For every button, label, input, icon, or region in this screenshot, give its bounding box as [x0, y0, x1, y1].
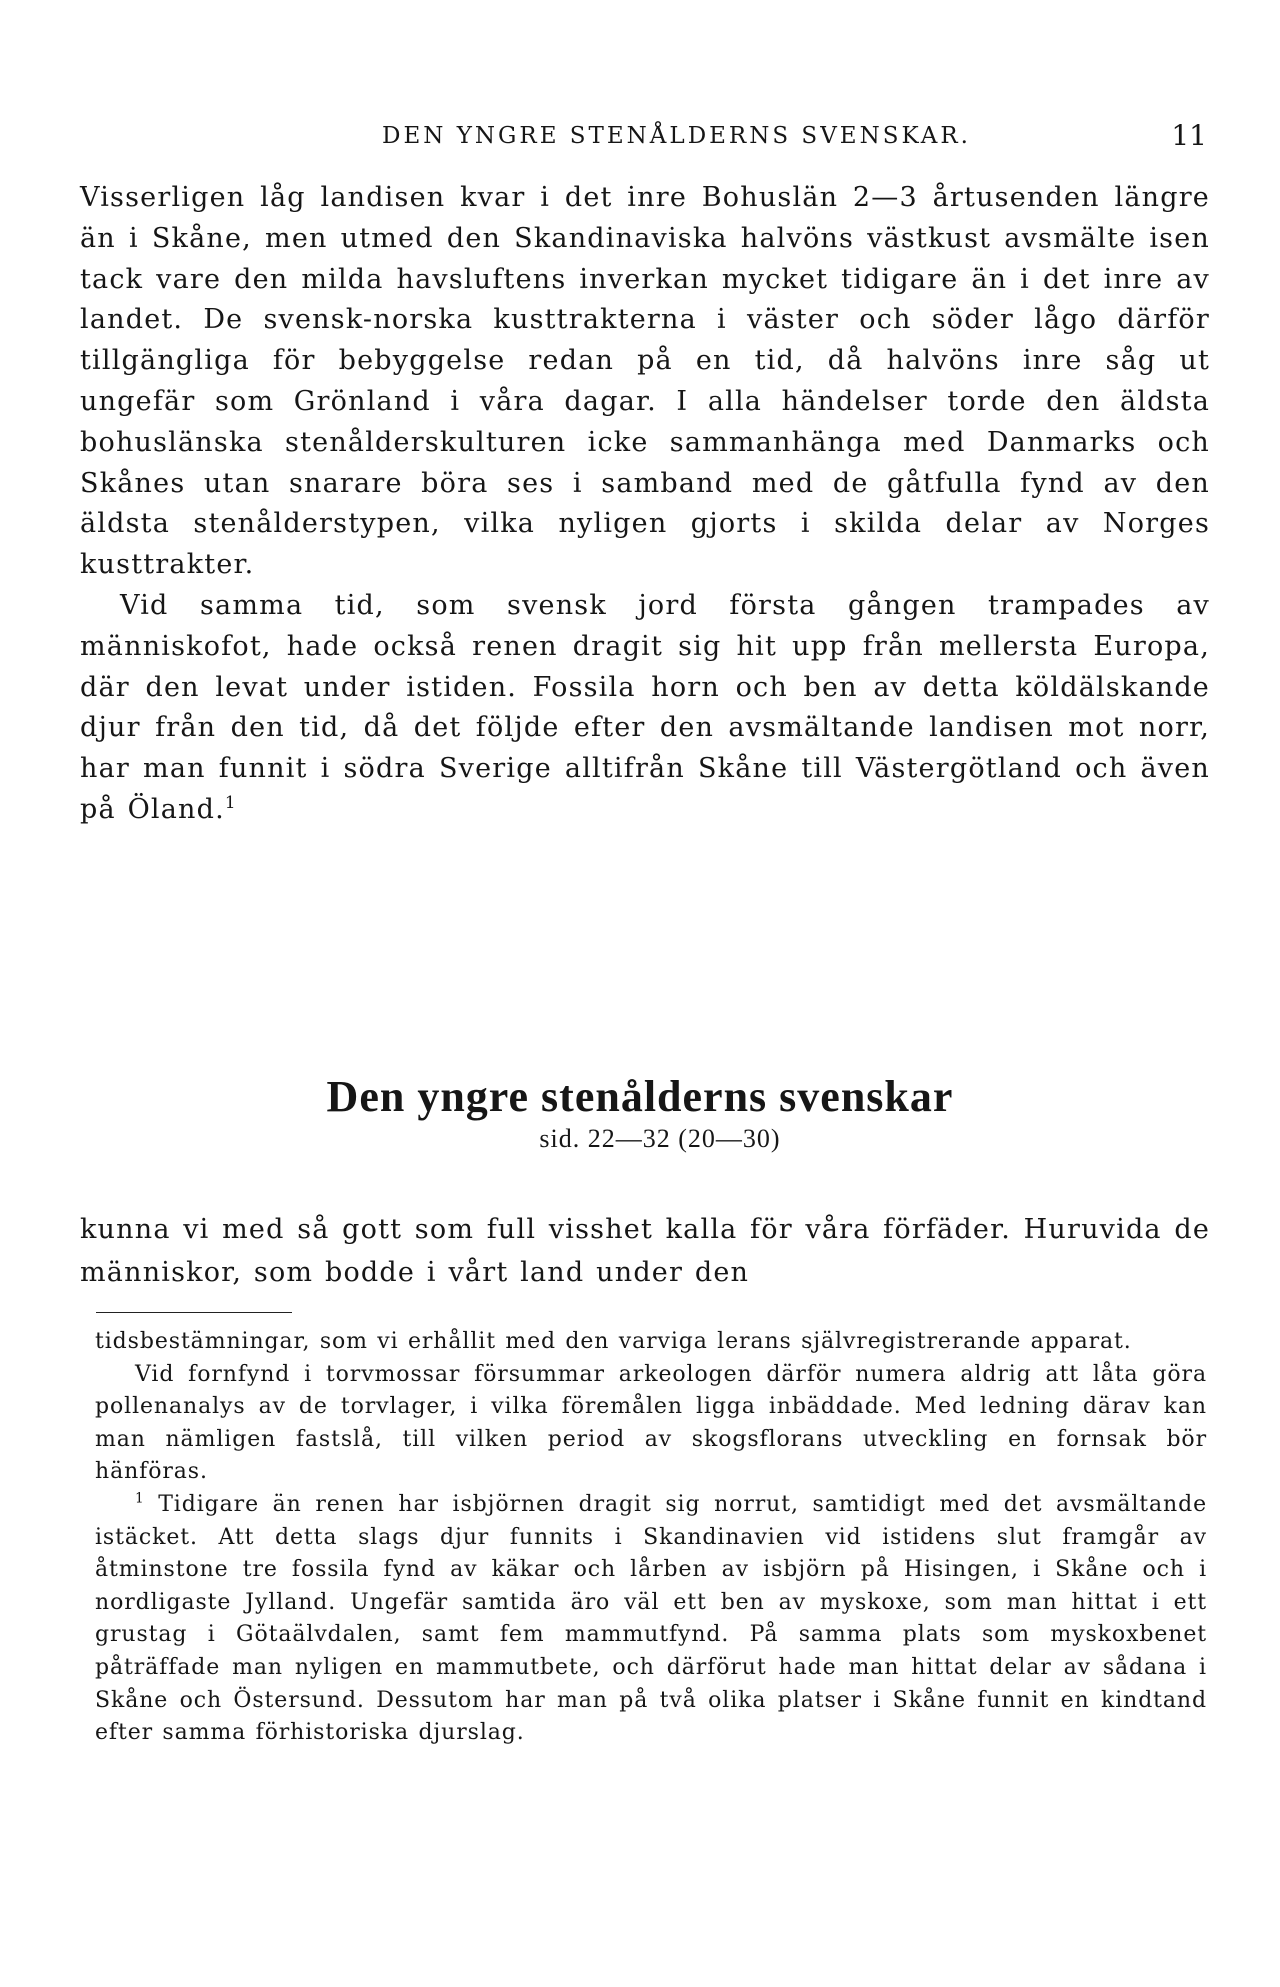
section-stamp [200, 1072, 1080, 1156]
footnote-reference: 1 [224, 791, 237, 812]
page-number: 11 [1171, 119, 1207, 152]
main-text-upper [80, 178, 1210, 831]
footnote-1 [95, 1489, 1207, 1750]
paragraph-continuation: kunna vi med så gott som full visshet kalla för våra förfäder. Huruvida de människor, som bodde i vårt land under den [80, 1214, 1210, 1288]
paragraph-renen-text: Vid samma tid, som svensk jord första gången trampades av människofot, hade också renen dragit sig hit upp från mellersta Europa, där den levat under istiden. Fossila horn och ben av detta köldälskande djur från den tid, då det följde efter den avsmältande landisen mot norr, har man funnit i södra Sverige alltifrån Skåne till Västergötland och även på Öland. [80, 589, 1210, 825]
paragraph-landisen: Visserligen låg landisen kvar i det inre Bohuslän 2—3 årtusenden längre än i Skåne, men utmed den Skandinaviska halvöns västkust avsmälte isen tack vare den milda havsluftens inverkan mycket tidigare än i det inre av landet. De svensk-norska kusttrakterna i väster och söder lågo därför tillgängliga för bebyggelse redan på en tid, då halvöns inre såg ut ungefär som Grönland i våra dagar. I alla händelser torde den äldsta bohuslänska stenålderskulturen icke sammanhänga med Danmarks och Skånes utan snarare böra ses i samband med de gåtfulla fynd av den äldsta stenålderstypen, vilka nyligen gjorts i skilda delar av Norges kusttrakter. [80, 182, 1210, 581]
main-text-lower [80, 1208, 1210, 1294]
running-header [122, 116, 1207, 156]
footnote-1-marker: 1 [135, 1490, 145, 1507]
footnote-continued: tidsbestämningar, som vi erhållit med den varviga lerans självregistrerande apparat. [95, 1329, 1132, 1354]
footnote-1-text: Tidigare än renen har isbjörnen dragit sig norrut, samtidigt med det avsmältande istäcket. Att detta slags djur funnits i Skandinavien vid istidens slut framgår av åtminstone tre fossila fynd av käkar och lårben av isbjörn på Hisingen, i Skåne och i nordligaste Jylland. Ungefär samtida äro väl ett ben av myskoxe, som man hittat i ett grustag i Götaälvdalen, samt fem mammutfynd. På samma plats som myskoxbenet påträffade man nyligen en mammutbete, och därförut hade man hittat delar av sådana i Skåne och Östersund. Dessutom har man på två olika platser i Skåne funnit en kindtand efter samma förhistoriska djurslag. [95, 1491, 1207, 1746]
footnote-pollen: Vid fornfynd i torvmossar försummar arkeologen därför numera aldrig att låta göra pollenanalys av de torvlager, i vilka föremålen ligga inbäddade. Med ledning därav kan man nämligen fastslå, till vilken period av skogsflorans utveckling en fornsak bör hänföras. [95, 1361, 1207, 1485]
stamp-title: Den yngre stenålderns svenskar [326, 1072, 954, 1121]
running-title: DEN YNGRE STENÅLDERNS SVENSKAR. [382, 123, 971, 149]
paragraph-renen [80, 586, 1210, 831]
stamp-page-reference: sid. 22—32 (20—30) [539, 1124, 781, 1153]
footnotes [95, 1326, 1207, 1750]
footnote-divider [96, 1312, 292, 1313]
